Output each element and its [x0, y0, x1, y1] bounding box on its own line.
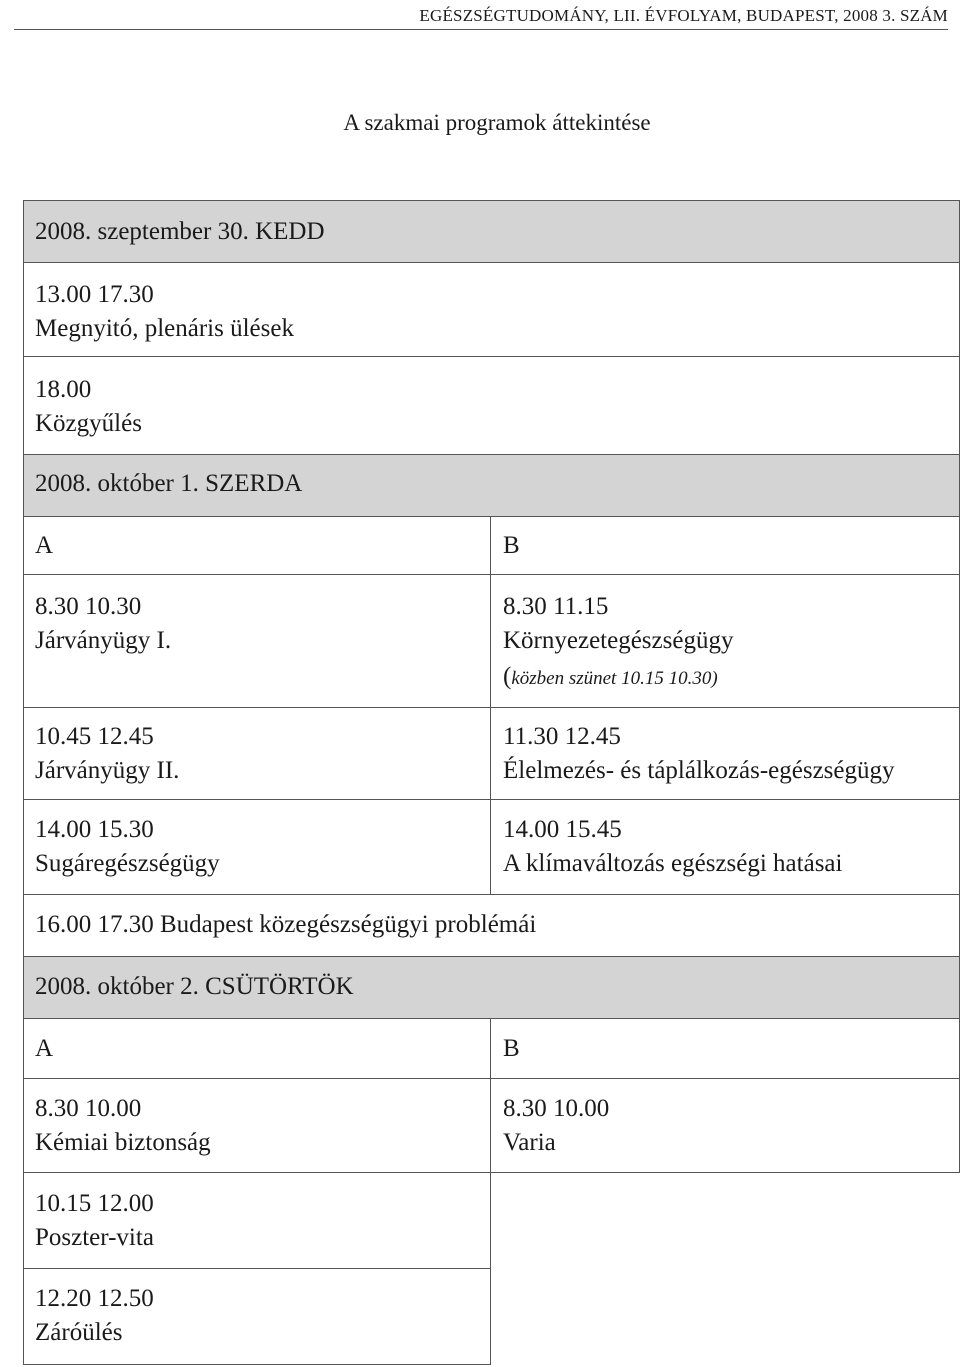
session-time: 8.30 11.15	[503, 593, 609, 620]
session-time: 8.30 10.00	[35, 1095, 142, 1122]
header-rule	[14, 29, 948, 30]
item-time: 10.15 12.00	[35, 1190, 154, 1217]
session-title: Varia	[503, 1129, 556, 1156]
item-label: Záróülés	[35, 1319, 123, 1346]
program-item	[23, 1268, 491, 1365]
session-time: 14.00 15.45	[503, 816, 622, 843]
track-label: B	[503, 532, 520, 559]
track-label: B	[503, 1035, 520, 1062]
item-label: Poszter-vita	[35, 1224, 154, 1251]
track-a-session	[23, 799, 491, 895]
track-label: A	[35, 532, 54, 559]
track-a-session	[23, 707, 491, 800]
day-heading-box-kedd	[23, 200, 960, 263]
track-b-session	[490, 799, 960, 895]
session-title: Sugáregészségügy	[35, 850, 220, 877]
item-label: Közgyűlés	[35, 410, 142, 437]
program-item	[23, 356, 960, 455]
program-item	[23, 894, 960, 957]
day-heading-box-csutortok	[23, 956, 960, 1019]
session-time: 8.30 10.30	[35, 593, 142, 620]
day-heading: 2008. október 2. CSÜTÖRTÖK	[35, 973, 354, 1000]
session-time: 10.45 12.45	[35, 723, 154, 750]
program-item	[23, 262, 960, 357]
track-b-session	[490, 1078, 960, 1173]
track-b-header	[490, 1018, 960, 1079]
session-title: A klímaváltozás egészségi hatásai	[503, 850, 843, 877]
item-label: 16.00 17.30 Budapest közegészségügyi problémái	[35, 911, 537, 938]
day-heading: 2008. október 1. SZERDA	[35, 470, 303, 497]
note-open-paren: (	[503, 663, 512, 690]
item-time: 18.00	[35, 376, 92, 403]
session-note	[503, 660, 718, 696]
page-title: A szakmai programok áttekintése	[343, 110, 651, 135]
track-a-session	[23, 1078, 491, 1173]
session-title: Járványügy II.	[35, 757, 180, 784]
running-head: EGÉSZSÉGTUDOMÁNY, LII. ÉVFOLYAM, BUDAPEST, 2008 3. SZÁM	[419, 6, 948, 25]
program-item	[23, 1172, 491, 1269]
session-time: 11.30 12.45	[503, 723, 621, 750]
track-a-header	[23, 1018, 491, 1079]
session-title: Élelmezés- és táplálkozás-egészségügy	[503, 757, 895, 784]
item-time: 13.00 17.30	[35, 281, 154, 308]
track-b-header	[490, 516, 960, 575]
track-label: A	[35, 1035, 54, 1062]
track-a-header	[23, 516, 491, 575]
day-heading-box-szerda	[23, 454, 960, 517]
track-b-session	[490, 574, 960, 708]
note-text: közben szünet 10.15 10.30)	[511, 668, 718, 689]
track-b-session	[490, 707, 960, 800]
day-heading: 2008. szeptember 30. KEDD	[35, 218, 325, 245]
session-title: Járványügy I.	[35, 627, 172, 654]
track-a-session	[23, 574, 491, 708]
session-time: 8.30 10.00	[503, 1095, 610, 1122]
session-time: 14.00 15.30	[35, 816, 154, 843]
session-title: Környezetegészségügy	[503, 627, 734, 654]
item-time: 12.20 12.50	[35, 1285, 154, 1312]
item-label: Megnyitó, plenáris ülések	[35, 315, 294, 342]
session-title: Kémiai biztonság	[35, 1129, 211, 1156]
